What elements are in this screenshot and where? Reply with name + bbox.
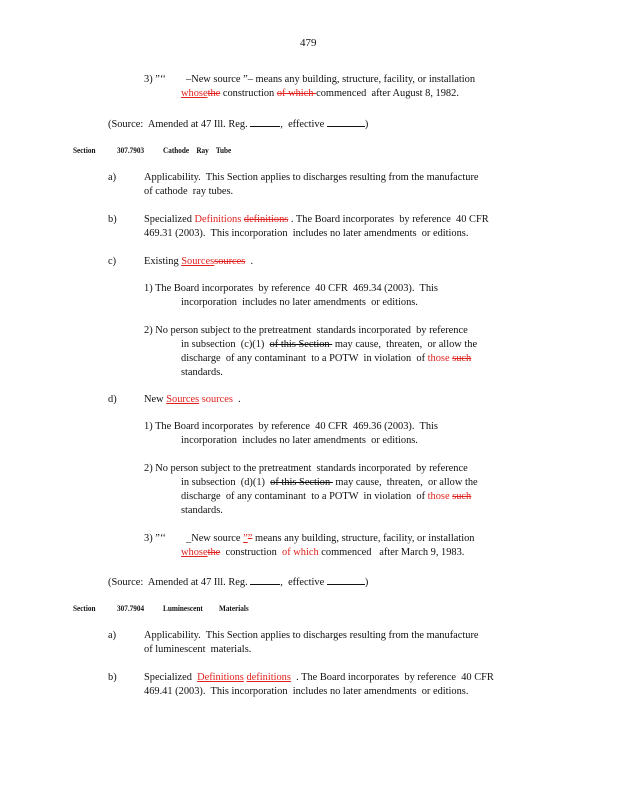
text-run: , effective xyxy=(280,577,325,588)
d2-line-3 xyxy=(181,491,471,503)
definitions-line-2: 469.41 (2003). This incorporation includes no later amendments or editions. xyxy=(144,686,469,697)
existing-sources-line xyxy=(144,256,253,268)
item-label-b: b) xyxy=(108,214,117,225)
text-run: (Source: Amended at 47 Ill. Reg. xyxy=(108,119,248,130)
deleted-text: such xyxy=(452,353,472,364)
blank-line xyxy=(327,575,365,585)
applicability-line-1: Applicability. This Section applies to discharges resulting from the manufacture xyxy=(144,630,479,641)
blank-line xyxy=(327,117,365,127)
text-run: Specialized xyxy=(144,672,198,683)
text-run: . xyxy=(245,256,254,267)
d2-line-1: 2) No person subject to the pretreatment standards incorporated by reference xyxy=(144,463,468,474)
section-title: Luminescent Materials xyxy=(163,603,249,613)
page-number: 479 xyxy=(300,37,317,49)
source-note xyxy=(108,575,368,589)
item-label-a: a) xyxy=(108,630,117,641)
deleted-text: of this Section xyxy=(270,477,333,488)
text-run: in subsection (c)(1) xyxy=(181,339,270,350)
text-run: _New source xyxy=(186,533,244,544)
deleted-text: sources xyxy=(201,394,233,405)
c2-line-1: 2) No person subject to the pretreatment standards incorporated by reference xyxy=(144,325,468,336)
text-run: (Source: Amended at 47 Ill. Reg. xyxy=(108,577,248,588)
item-label-b: b) xyxy=(108,672,117,683)
d3-line-1 xyxy=(186,533,475,545)
text-run: may cause, threaten, or allow the xyxy=(332,477,478,488)
text-run: may cause, threaten, or allow the xyxy=(332,339,478,350)
inserted-text: whose xyxy=(181,88,208,99)
c1-line-1: 1) The Board incorporates by reference 40 CFR 469.34 (2003). This xyxy=(144,283,438,294)
deleted-text: the xyxy=(207,88,221,99)
inserted-text: ” xyxy=(243,533,248,544)
definitions-line-1 xyxy=(144,214,489,226)
text-run: . The Board incorporates by reference 40 CFR xyxy=(290,672,494,683)
inserted-text: Definitions xyxy=(197,672,244,683)
text-run: Specialized xyxy=(144,214,195,225)
applicability-line-2: of cathode ray tubes. xyxy=(144,186,234,197)
text-run: commenced after August 8, 1982. xyxy=(316,88,459,99)
item-3-number: 3) ”‘‘ xyxy=(144,74,167,85)
item-label-d: d) xyxy=(108,394,117,405)
inserted-text: of which xyxy=(282,547,319,558)
c2-line-3 xyxy=(181,353,471,365)
item-3-line-1: –New source ”– means any building, structure, facility, or installation xyxy=(186,74,476,85)
text-run: in subsection (d)(1) xyxy=(181,477,271,488)
text-run: , effective xyxy=(280,119,325,130)
inserted-text: Sources xyxy=(181,256,215,267)
section-label: Section xyxy=(73,603,96,613)
item-label-c: c) xyxy=(108,256,117,267)
section-title: Cathode Ray Tube xyxy=(163,145,232,155)
section-number: 307.7903 xyxy=(117,145,145,155)
text-run: commenced after March 9, 1983. xyxy=(318,547,465,558)
deleted-text: of this Section xyxy=(269,339,333,350)
d1-line-1: 1) The Board incorporates by reference 40 CFR 469.36 (2003). This xyxy=(144,421,438,432)
text-run: construction xyxy=(220,88,277,99)
text-run: discharge of any contaminant to a POTW in violation of xyxy=(181,491,428,502)
inserted-text: whose xyxy=(181,547,208,558)
new-sources-line xyxy=(144,394,241,406)
deleted-text: definitions xyxy=(246,672,291,683)
definitions-line-2: 469.31 (2003). This incorporation includes no later amendments or editions. xyxy=(144,228,469,239)
text-run: . The Board incorporates by reference 40 CFR xyxy=(288,214,489,225)
deleted-text: of which xyxy=(276,88,317,99)
deleted-text: such xyxy=(452,491,472,502)
applicability-line-2: of luminescent materials. xyxy=(144,644,252,655)
inserted-text: Sources xyxy=(166,394,200,405)
c1-line-2: incorporation includes no later amendments or editions. xyxy=(181,297,418,308)
inserted-text: Definitions xyxy=(194,214,242,225)
item-3-line-2 xyxy=(181,88,459,100)
text-run: construction xyxy=(220,547,283,558)
deleted-text: definitions xyxy=(243,214,289,225)
applicability-line-1: Applicability. This Section applies to discharges resulting from the manufacture xyxy=(144,172,479,183)
deleted-text: ” xyxy=(247,533,253,544)
text-run: . xyxy=(232,394,241,405)
deleted-text: the xyxy=(207,547,221,558)
d2-line-4: standards. xyxy=(181,505,223,516)
text-run: ) xyxy=(364,119,369,130)
text-run: ) xyxy=(364,577,369,588)
text-run: New xyxy=(144,394,167,405)
d2-line-2 xyxy=(181,477,478,489)
c2-line-4: standards. xyxy=(181,367,223,378)
source-note xyxy=(108,117,368,131)
text-run: discharge of any contaminant to a POTW in violation of xyxy=(181,353,428,364)
blank-line xyxy=(250,575,280,585)
text-run: means any building, structure, facility, or installation xyxy=(252,533,475,544)
c2-line-2 xyxy=(181,339,477,351)
section-label: Section xyxy=(73,145,96,155)
d3-line-2 xyxy=(181,547,464,559)
deleted-text: sources xyxy=(214,256,246,267)
d3-number: 3) ”‘‘ xyxy=(144,533,167,544)
inserted-text: those xyxy=(427,491,450,502)
inserted-text: those xyxy=(427,353,450,364)
d1-line-2: incorporation includes no later amendments or editions. xyxy=(181,435,418,446)
text-run: Existing xyxy=(144,256,182,267)
item-label-a: a) xyxy=(108,172,117,183)
blank-line xyxy=(250,117,280,127)
section-number: 307.7904 xyxy=(117,603,145,613)
definitions-line-1 xyxy=(144,672,494,684)
